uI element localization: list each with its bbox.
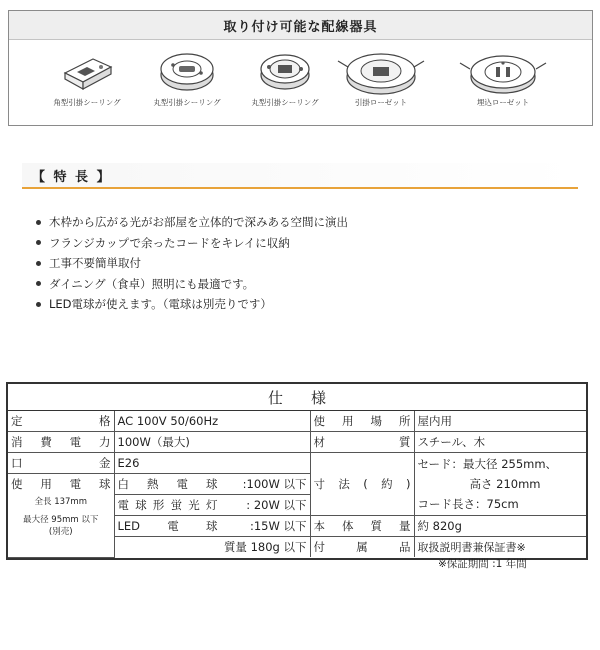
fixture-item — [331, 45, 431, 108]
dimension-line: セード：最大径 255mm、 — [417, 457, 558, 471]
mass-value: 約 820g — [414, 516, 586, 537]
mass-label: 本体質量 — [310, 516, 414, 537]
accessory-value: 取扱説明書兼保証書※ — [414, 537, 586, 558]
list-item — [36, 294, 348, 315]
feature-text: 木枠から広がる光がお部屋を立体的で深みある空間に演出 — [49, 215, 348, 229]
place-value: 屋内用 — [414, 411, 586, 432]
bulb-label-cell — [8, 474, 114, 558]
hook-rosette-icon — [336, 45, 426, 97]
fixture-label: 丸型引掛シーリング — [251, 98, 319, 107]
compatible-fixtures-panel — [8, 10, 593, 126]
recessed-rosette-icon — [458, 45, 548, 97]
bulb-type: 白熱電球 — [117, 477, 218, 491]
dimension-line: コード長さ：75cm — [417, 497, 519, 511]
bulb-type: LED電球 — [117, 519, 218, 533]
rated-label: 定格 — [8, 411, 114, 432]
fixture-label: 角型引掛シーリング — [53, 98, 121, 107]
spec-table — [6, 382, 588, 560]
features-heading: 【 特 長 】 — [22, 163, 578, 189]
rated-value: AC 100V 50/60Hz — [114, 411, 310, 432]
table-row — [8, 453, 586, 474]
bulb-incandescent — [114, 474, 310, 495]
fixture-label: 埋込ローゼット — [476, 98, 530, 107]
base-label: 口金 — [8, 453, 114, 474]
bulb-note: (別売) — [48, 527, 73, 537]
list-item — [36, 253, 348, 274]
round-ceiling-rosette-icon — [157, 45, 217, 95]
bulb-weight: 質量 180g 以下 — [114, 537, 310, 558]
bulb-type: 電球形蛍光灯 — [117, 498, 218, 512]
feature-text: LED電球が使えます。（電球は別売りです） — [49, 297, 272, 311]
fixture-item — [235, 45, 335, 108]
bulb-note: 最大径 95mm 以下 — [23, 515, 99, 525]
features-list — [36, 212, 348, 315]
bullet-icon — [36, 261, 41, 266]
fixture-item — [137, 45, 237, 108]
dimension-line: 高さ 210mm — [469, 477, 541, 491]
bulb-led — [114, 516, 310, 537]
dimension-value — [414, 453, 586, 516]
bullet-icon — [36, 281, 41, 286]
bulb-wattage: : 20W 以下 — [246, 498, 307, 512]
feature-text: フランジカップで余ったコードをキレイに収納 — [49, 235, 290, 250]
fixture-item — [453, 45, 553, 108]
feature-text: 工事不要簡単取付 — [49, 256, 141, 270]
warranty-note: ※保証期間 :1 年間 — [438, 558, 527, 570]
bulb-wattage: :100W 以下 — [242, 477, 307, 491]
power-value: 100W（最大) — [114, 432, 310, 453]
table-row — [8, 411, 586, 432]
bulb-label: 使用電球 — [11, 477, 111, 491]
spec-title: 仕様 — [8, 384, 586, 411]
list-item — [36, 212, 348, 233]
material-label: 材質 — [310, 432, 414, 453]
round-ceiling-rosette-alt-icon — [255, 45, 315, 95]
place-label: 使用場所 — [310, 411, 414, 432]
bullet-icon — [36, 240, 41, 245]
fixture-label: 引掛ローゼット — [354, 98, 408, 107]
list-item — [36, 233, 348, 254]
table-row — [8, 432, 586, 453]
bulb-cfl — [114, 495, 310, 516]
list-item — [36, 274, 348, 295]
dimension-label: 寸法(約) — [310, 453, 414, 516]
bulb-wattage: :15W 以下 — [249, 519, 307, 533]
feature-text: ダイニング（食卓）照明にも最適です。 — [49, 276, 255, 291]
bulb-note: 全長 137mm — [34, 497, 87, 507]
fixture-item — [37, 45, 137, 108]
square-ceiling-rosette-icon — [57, 45, 117, 95]
material-value: スチール、木 — [414, 432, 586, 453]
accessory-label: 付属品 — [310, 537, 414, 558]
bullet-icon — [36, 220, 41, 225]
fixture-label: 丸型引掛シーリング — [153, 98, 221, 107]
bullet-icon — [36, 302, 41, 307]
power-label: 消費電力 — [8, 432, 114, 453]
fixtures-title: 取り付け可能な配線器具 — [9, 11, 592, 40]
base-value: E26 — [114, 453, 310, 474]
